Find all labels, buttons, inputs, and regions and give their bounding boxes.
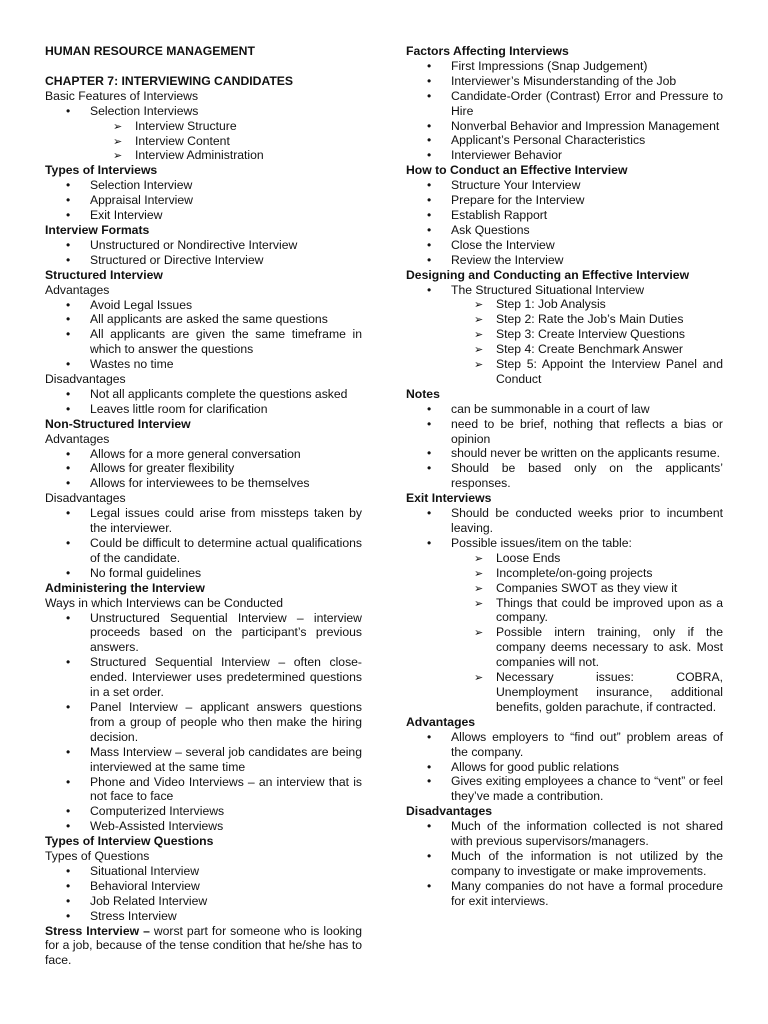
arrow-bullet-icon — [474, 566, 483, 582]
bullet-icon — [66, 193, 70, 208]
bullet-icon — [66, 357, 70, 372]
bullet-icon — [427, 819, 431, 834]
bullet-icon — [427, 193, 431, 208]
bullet-icon — [427, 774, 431, 789]
arrow-bullet-icon — [474, 312, 483, 328]
section-heading: Advantages — [406, 714, 476, 729]
subsection-label: Advantages — [45, 282, 110, 297]
list-item: • Leaves little room for clarification — [45, 402, 362, 417]
bullet-icon — [427, 283, 431, 298]
bullet-icon — [427, 536, 431, 551]
list-item: • Much of the information collected is not shared with previous supervisors/managers. — [406, 819, 723, 849]
list-item: • Unstructured Sequential Interview – interview proceeds based on the participant’s previous answers. — [45, 611, 362, 656]
list-item: ➢ Step 1: Job Analysis — [406, 297, 723, 312]
bullet-icon — [66, 402, 70, 417]
list-item: ➢ Incomplete/on-going projects — [406, 566, 723, 581]
document-title: HUMAN RESOURCE MANAGEMENT — [45, 44, 255, 58]
bullet-icon — [66, 461, 70, 476]
arrow-bullet-icon — [113, 148, 122, 164]
bullet-icon — [427, 89, 431, 104]
list-item: • Appraisal Interview — [45, 193, 362, 208]
basic-features-label: Basic Features of Interviews — [45, 88, 199, 103]
list-item: ➢ Necessary issues: COBRA, Unemployment insurance, additional benefits, golden parachute, if contracted. — [406, 670, 723, 715]
list-item: ➢ Interview Content — [45, 134, 362, 149]
list-item: • Unstructured or Nondirective Interview — [45, 238, 362, 253]
bullet-icon — [427, 402, 431, 417]
section-heading: How to Conduct an Effective Interview — [406, 163, 628, 178]
bullet-icon — [66, 178, 70, 193]
list-item: • Situational Interview — [45, 864, 362, 879]
list-item: • Interviewer Behavior — [406, 148, 723, 163]
section-heading: Interview Formats — [45, 222, 150, 237]
bullet-icon — [66, 879, 70, 894]
list-item: • Ask Questions — [406, 223, 723, 238]
list-item: • should never be written on the applicants resume. — [406, 446, 723, 461]
bullet-icon — [427, 74, 431, 89]
list-item: • Not all applicants complete the questions asked — [45, 387, 362, 402]
section-heading: Notes — [406, 386, 440, 401]
bullet-icon — [66, 536, 70, 551]
arrow-bullet-icon — [474, 596, 483, 612]
list-item: • Allows for a more general conversation — [45, 447, 362, 462]
bullet-icon — [66, 894, 70, 909]
arrow-bullet-icon — [474, 551, 483, 567]
bullet-icon — [427, 223, 431, 238]
list-item: • Legal issues could arise from missteps taken by the interviewer. — [45, 506, 362, 536]
list-item: ➢ Step 5: Appoint the Interview Panel and Conduct — [406, 357, 723, 387]
bullet-icon — [66, 104, 70, 119]
bullet-icon — [66, 566, 70, 581]
list-item: ➢ Step 2: Rate the Job’s Main Duties — [406, 312, 723, 327]
bullet-icon — [66, 476, 70, 491]
arrow-bullet-icon — [474, 297, 483, 313]
list-item: • Selection Interview — [45, 178, 362, 193]
bullet-icon — [66, 327, 70, 342]
list-item: • Computerized Interviews — [45, 804, 362, 819]
bullet-icon — [66, 775, 70, 790]
list-item: • Interviewer’s Misunderstanding of the Job — [406, 74, 723, 89]
bullet-icon — [427, 461, 431, 476]
list-item: • Web-Assisted Interviews — [45, 819, 362, 834]
list-item: • Allows for good public relations — [406, 760, 723, 775]
list-item: • Applicant’s Personal Characteristics — [406, 133, 723, 148]
list-item: • No formal guidelines — [45, 566, 362, 581]
list-item: • Many companies do not have a formal procedure for exit interviews. — [406, 879, 723, 909]
right-column — [406, 44, 723, 909]
list-item: • Avoid Legal Issues — [45, 298, 362, 313]
list-item: • Establish Rapport — [406, 208, 723, 223]
list-item: • Prepare for the Interview — [406, 193, 723, 208]
bullet-icon — [66, 655, 70, 670]
list-item: • Much of the information is not utilized by the company to investigate or make improvements. — [406, 849, 723, 879]
bullet-icon — [427, 133, 431, 148]
section-heading: Structured Interview — [45, 267, 163, 282]
bullet-icon — [427, 238, 431, 253]
list-item: ➢ Interview Administration — [45, 148, 362, 163]
subsection-label: Disadvantages — [45, 372, 126, 387]
list-item: ➢ Loose Ends — [406, 551, 723, 566]
chapter-heading: CHAPTER 7: INTERVIEWING CANDIDATES — [45, 73, 294, 88]
list-item: • Stress Interview — [45, 909, 362, 924]
bullet-icon — [66, 864, 70, 879]
section-heading: Types of Interview Questions — [45, 834, 214, 849]
bullet-icon — [427, 760, 431, 775]
bullet-icon — [66, 238, 70, 253]
left-column — [45, 44, 362, 968]
bullet-icon — [427, 446, 431, 461]
arrow-bullet-icon — [474, 581, 483, 597]
bullet-icon — [66, 909, 70, 924]
section-heading: Non-Structured Interview — [45, 416, 191, 431]
arrow-bullet-icon — [474, 357, 483, 373]
list-item: • Wastes no time — [45, 357, 362, 372]
bullet-icon — [66, 253, 70, 268]
bullet-icon — [427, 730, 431, 745]
list-item: • Job Related Interview — [45, 894, 362, 909]
section-heading: Administering the Interview — [45, 580, 205, 595]
bullet-icon — [427, 849, 431, 864]
subsection-label: Types of Questions — [45, 849, 150, 864]
bullet-icon — [66, 298, 70, 313]
list-item: • Gives exiting employees a chance to “vent” or feel they’ve made a contribution. — [406, 774, 723, 804]
list-item: • First Impressions (Snap Judgement) — [406, 59, 723, 74]
subsection-label: Ways in which Interviews can be Conducted — [45, 595, 283, 610]
list-item: ➢ Step 4: Create Benchmark Answer — [406, 342, 723, 357]
bullet-icon — [427, 208, 431, 223]
subsection-label: Advantages — [45, 431, 110, 446]
bullet-icon — [66, 312, 70, 327]
bullet-icon — [66, 447, 70, 462]
bullet-icon — [427, 119, 431, 134]
section-heading: Types of Interviews — [45, 163, 158, 178]
list-item: • Structured or Directive Interview — [45, 253, 362, 268]
bullet-icon — [66, 700, 70, 715]
list-item: ➢ Interview Structure — [45, 119, 362, 134]
stress-interview-text: worst part for someone who is looking for a job, because of the tense condition that he/she has to face. — [45, 923, 362, 968]
arrow-bullet-icon — [474, 342, 483, 358]
bullet-icon — [427, 879, 431, 894]
bullet-icon — [66, 745, 70, 760]
list-item: • Should be based only on the applicants’ responses. — [406, 461, 723, 491]
list-item: • need to be brief, nothing that reflects a bias or opinion — [406, 417, 723, 447]
arrow-bullet-icon — [113, 134, 122, 150]
list-item: • Possible issues/item on the table: — [406, 536, 723, 551]
list-item: • The Structured Situational Interview — [406, 283, 723, 298]
list-item: • Selection Interviews — [45, 104, 362, 119]
section-heading: Designing and Conducting an Effective Interview — [406, 267, 690, 282]
list-item: ➢ Step 3: Create Interview Questions — [406, 327, 723, 342]
list-item: • Nonverbal Behavior and Impression Management — [406, 119, 723, 134]
arrow-bullet-icon — [113, 119, 122, 135]
list-item: • All applicants are asked the same questions — [45, 312, 362, 327]
bullet-icon — [66, 804, 70, 819]
bullet-icon — [427, 506, 431, 521]
section-heading: Factors Affecting Interviews — [406, 44, 569, 58]
list-item: • Structure Your Interview — [406, 178, 723, 193]
list-item: ➢ Things that could be improved upon as a company. — [406, 596, 723, 626]
bullet-icon — [66, 387, 70, 402]
stress-interview-paragraph — [45, 924, 362, 969]
list-item: ➢ Possible intern training, only if the company deems necessary to ask. Most companies will not. — [406, 625, 723, 670]
arrow-bullet-icon — [474, 327, 483, 343]
bullet-icon — [66, 611, 70, 626]
bullet-icon — [66, 506, 70, 521]
arrow-bullet-icon — [474, 625, 483, 641]
list-item: • Candidate-Order (Contrast) Error and Pressure to Hire — [406, 89, 723, 119]
list-item: • Allows employers to “find out” problem areas of the company. — [406, 730, 723, 760]
list-item: • Allows for greater flexibility — [45, 461, 362, 476]
arrow-bullet-icon — [474, 670, 483, 686]
list-item: • Structured Sequential Interview – often close-ended. Interviewer uses predetermined questions in a set order. — [45, 655, 362, 700]
list-item: • Exit Interview — [45, 208, 362, 223]
list-item: • Panel Interview – applicant answers questions from a group of people who then make the hiring decision. — [45, 700, 362, 745]
bullet-icon — [427, 178, 431, 193]
bullet-icon — [427, 417, 431, 432]
list-item: • Close the Interview — [406, 238, 723, 253]
list-item: ➢ Companies SWOT as they view it — [406, 581, 723, 596]
bullet-icon — [427, 148, 431, 163]
section-heading: Disadvantages — [406, 804, 493, 819]
bullet-icon — [427, 253, 431, 268]
list-item: • Phone and Video Interviews – an interview that is not face to face — [45, 775, 362, 805]
list-item: • Allows for interviewees to be themselves — [45, 476, 362, 491]
subsection-label: Disadvantages — [45, 491, 126, 506]
list-item: • All applicants are given the same timeframe in which to answer the questions — [45, 327, 362, 357]
list-item: • Behavioral Interview — [45, 879, 362, 894]
list-item: • Should be conducted weeks prior to incumbent leaving. — [406, 506, 723, 536]
bullet-icon — [427, 59, 431, 74]
stress-interview-term: Stress Interview – — [45, 923, 150, 938]
bullet-icon — [66, 208, 70, 223]
list-item: • Mass Interview – several job candidates are being interviewed at the same time — [45, 745, 362, 775]
list-item: • can be summonable in a court of law — [406, 402, 723, 417]
bullet-icon — [66, 819, 70, 834]
list-item: • Could be difficult to determine actual qualifications of the candidate. — [45, 536, 362, 566]
section-heading: Exit Interviews — [406, 491, 492, 506]
list-item: • Review the Interview — [406, 253, 723, 268]
